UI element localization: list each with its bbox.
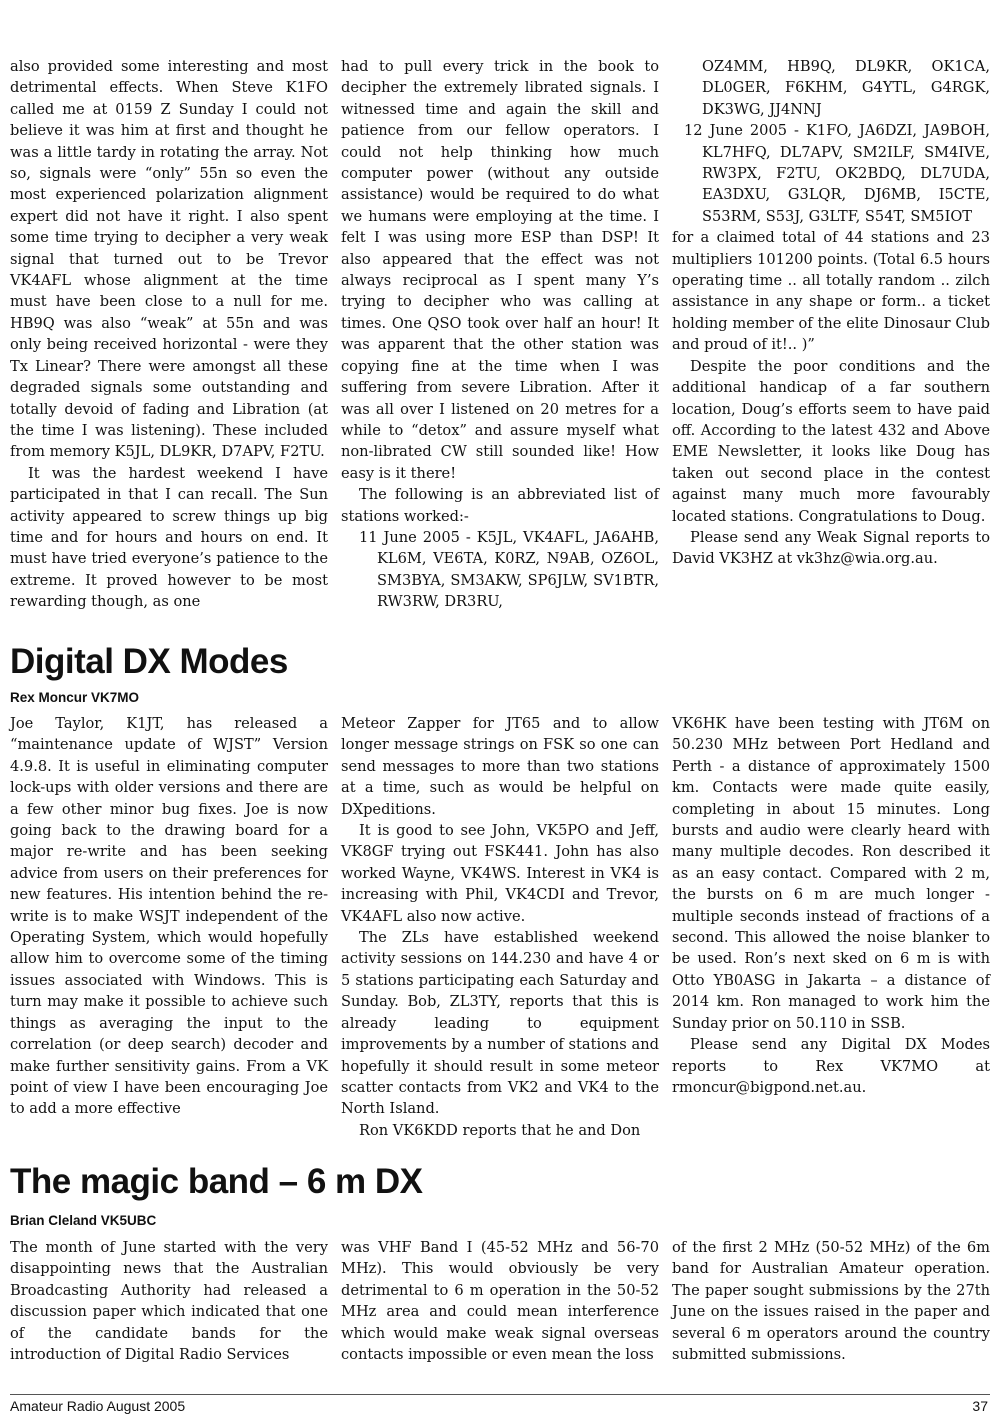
paragraph: Despite the poor conditions and the additional handicap of a far southern location, Doug’s efforts seem to have paid off. According to the latest 432 and Above EME Newsletter, it looks like Doug has taken out second place in the contest against many much more favourably located stations. Congratulations to Doug. (672, 357, 990, 525)
station-list-12-june: 12 June 2005 - K1FO, JA6DZI, JA9BOH, KL7HFQ, DL7APV, SM2ILF, SM4IVE, RW3PX, F2TU, OK2BDQ, DL7UDA, EA3DXU, G3LQR, DJ6MB, I5CTE, S53RM, S53J, G3LTF, S54T, SM5IOT (684, 122, 990, 225)
paragraph: The ZLs have established weekend activity sessions on 144.230 and have 4 or 5 stations participating each Saturday and Sunday. Bob, ZL3TY, reports that this is already leading to equipment improvements by a number of stations and hopefully it should result in some meteor scatter contacts from VK2 and VK4 to the North Island. (341, 929, 659, 1118)
section-title-digital-dx-modes: Digital DX Modes (10, 642, 288, 681)
column-3 (672, 713, 990, 1141)
byline-digital: Rex Moncur VK7MO (10, 690, 140, 705)
station-list-11-june: 11 June 2005 - K5JL, VK4AFL, JA6AHB, KL6M, VE6TA, K0RZ, N9AB, OZ6OL, SM3BYA, SM3AKW, SP6JLW, SV1BTR, RW3RW, DR3RU, (359, 528, 659, 611)
paragraph: It was the hardest weekend I have participated in that I can recall. The Sun activity appeared to screw things up big time and for hours and hours on end. It must have tried everyone’s patience to the extreme. It proved however to be most rewarding though, as one (10, 464, 328, 611)
digital-dx-article (10, 713, 990, 1141)
column-1 (10, 713, 328, 1141)
paragraph: Meteor Zapper for JT65 and to allow longer message strings on FSK so one can send messages to more than two stations at a time, such as would be helpful on DXpeditions. (341, 715, 659, 818)
column-1 (10, 1237, 328, 1365)
paragraph: was VHF Band I (45-52 MHz and 56-70 MHz). This would obviously be very detrimental to 6 m operation in the 50-52 MHz area and could mean interference which would make weak signal overseas contacts impossible or even mean the loss (341, 1239, 659, 1364)
paragraph: Joe Taylor, K1JT, has released a “maintenance update of WJST” Version 4.9.8. It is useful in eliminating computer lock-ups with older versions and there are a few other minor bug fixes. Joe is now going back to the drawing board for a major re-write and has been seeking advice from users on their preferences for new features. His intention behind the re-write is to make WSJT independent of the Operating System, which would hopefully allow him to overcome some of the timing issues associated with Windows. This is turn may make it possible to achieve such things as averaging the input to the correlation (or deep search) decoder and make further sensitivity gains. From a VK point of view I have been encouraging Joe to add a more effective (10, 715, 328, 1118)
paragraph: VK6HK have been testing with JT6M on 50.230 MHz between Port Hedland and Perth - a distance of approximately 1500 km. Contacts were made quite easily, completing in about 15 minutes. Long bursts and audio were clearly heard with many multiple decodes. Ron described it as an easy contact. Compared with 2 m, the bursts on 6 m are much longer - multiple seconds instead of fractions of a second. This allowed the noise blanker to be used. Ron’s next sked on 6 m is with Otto YB0ASG in Jakarta – a distance of 2014 km. Ron managed to work him the Sunday prior on 50.110 in SSB. (672, 715, 990, 1032)
paragraph: Please send any Digital DX Modes reports to Rex VK7MO at rmoncur@bigpond.net.au. (672, 1036, 990, 1096)
column-2 (341, 713, 659, 1141)
eme-article-continuation (10, 56, 990, 613)
column-1 (10, 56, 328, 613)
column-2 (341, 1237, 659, 1365)
paragraph: It is good to see John, VK5PO and Jeff, VK8GF trying out FSK441. John has also worked Wayne, VK4WS. Interest in VK4 is increasing with Phil, VK4CDI and Trevor, VK4AFL also now active. (341, 822, 659, 925)
footer-publication: Amateur Radio August 2005 (10, 1398, 186, 1414)
magic-band-article (10, 1237, 990, 1365)
paragraph: The month of June started with the very disappointing news that the Australian Broadcasting Authority had released a discussion paper which indicated that one of the candidate bands for the introduction of Digital Radio Services (10, 1239, 328, 1364)
paragraph: for a claimed total of 44 stations and 23 multipliers 101200 points. (Total 6.5 hours operating time .. all totally random .. zilch assistance in any shape or form.. a ticket holding member of the elite Dinosaur Club and proud of it!.. )” (672, 229, 990, 354)
paragraph: had to pull every trick in the book to decipher the extremely librated signals. I witnessed time and again the skill and patience from our fellow operators. I could not help thinking how much computer power (without any outside assistance) would be required to do what we humans were employing at the time. I felt I was using more ESP than DSP! It also appeared that the effect was not always reciprocal as I spent many Y’s trying to decipher who was calling at times. One QSO took over half an hour! It was apparent that the other station was copying fine at the time when I was suffering from severe Libration. After it was all over I listened on 20 metres for a while to “detox” and assure myself what non-librated CW still sounded like! How easy is it there! (341, 58, 659, 482)
paragraph: Ron VK6KDD reports that he and Don (359, 1121, 641, 1139)
paragraph: of the first 2 MHz (50-52 MHz) of the 6m band for Australian Amateur operation. The paper sought submissions by the 27th June on the issues raised in the paper and several 6 m operators around the country submitted submissions. (672, 1239, 990, 1364)
paragraph: The following is an abbreviated list of stations worked:- (341, 486, 659, 525)
footer-divider (10, 1394, 990, 1395)
paragraph: also provided some interesting and most detrimental effects. When Steve K1FO called me at 0159 Z Sunday I could not believe it was him at first and thought he was a little tardy in rotating the array. Not so, signals were “only” 55n so even the most experienced polarization alignment expert did not have it right. I also spent some time trying to decipher a very weak signal that turned out to be Trevor VK4AFL whose alignment at the time must have been close to a null for me. HB9Q was also “weak” at 55n and was only being received horizontal - were they Tx Linear? There were amongst all these degraded signals some outstanding and totally devoid of fading and Libration (at the time I was listening). These included from memory K5JL, DL9KR, D7APV, F2TU. (10, 58, 328, 461)
paragraph: Please send any Weak Signal reports to David VK3HZ at vk3hz@wia.org.au. (672, 528, 990, 568)
footer-page-number: 37 (972, 1398, 988, 1414)
section-title-magic-band: The magic band – 6 m DX (10, 1162, 423, 1201)
station-list-continued: OZ4MM, HB9Q, DL9KR, OK1CA, DL0GER, F6KHM, G4YTL, G4RGK, DK3WG, JJ4NNJ (702, 58, 990, 118)
column-3 (672, 56, 990, 613)
column-3 (672, 1237, 990, 1365)
byline-magic: Brian Cleland VK5UBC (10, 1213, 157, 1228)
column-2 (341, 56, 659, 613)
